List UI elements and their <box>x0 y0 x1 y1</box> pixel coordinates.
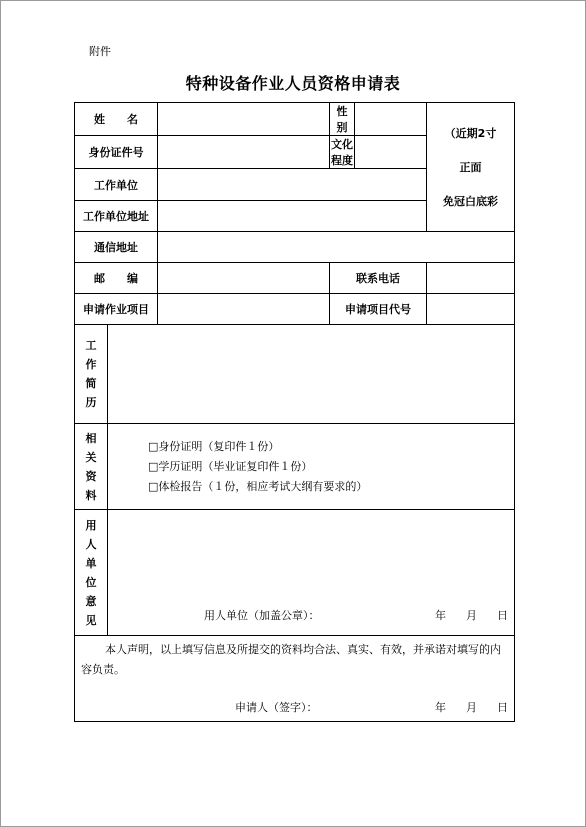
apply-item-label: 申请作业项目 <box>75 294 158 325</box>
work-history-char: 作 <box>85 358 97 371</box>
employer-label: 工作单位 <box>75 169 158 201</box>
date-day: 日 <box>497 609 508 622</box>
doc-item-id[interactable]: □身份证明（复印件１份） <box>148 439 280 453</box>
photo-line3: 免冠白底彩 <box>443 195 498 209</box>
employer-opinion-label <box>75 510 108 636</box>
photo-line2: 正面 <box>459 160 482 174</box>
name-value-cell[interactable] <box>158 103 330 136</box>
docs-label-char: 资 <box>85 469 97 483</box>
docs-label-char: 相 <box>85 431 97 445</box>
doc-item-health[interactable]: □体检报告（１份，相应考试大纲有要求的） <box>148 479 368 493</box>
declaration-text: 本人声明，以上填写信息及所提交的资料均合法、真实、有效，并承诺对填写的内容负责。 <box>81 643 501 676</box>
name-label: 姓 名 <box>75 103 158 136</box>
attachment-label: 附件 <box>89 45 111 58</box>
employer-opinion-char: 用 <box>85 518 97 532</box>
apply-item-value-cell[interactable] <box>158 294 330 325</box>
id-card-value-cell[interactable] <box>158 136 330 169</box>
education-value-cell[interactable] <box>355 136 427 169</box>
applicant-sign-label[interactable]: 申请人（签字）： <box>235 701 318 714</box>
work-history-char: 工 <box>85 339 97 352</box>
date-month: 月 <box>466 609 477 622</box>
date-year: 年 <box>435 609 446 622</box>
applicant-sign-date <box>435 699 508 715</box>
apply-code-label: 申请项目代号 <box>330 294 427 325</box>
photo-box[interactable] <box>427 103 515 232</box>
phone-value-cell[interactable] <box>427 263 515 294</box>
employer-sign-date <box>435 607 508 623</box>
application-form-table <box>74 102 515 722</box>
docs-label-char: 料 <box>85 488 97 502</box>
employer-opinion-cell[interactable] <box>108 510 515 636</box>
gender-label <box>330 103 370 136</box>
employer-address-label: 工作单位地址 <box>75 201 158 232</box>
docs-label <box>75 424 108 510</box>
apply-code-value-cell[interactable] <box>427 294 515 325</box>
form-title: 特种设备作业人员资格申请表 <box>185 74 401 93</box>
work-history-char: 历 <box>85 396 97 409</box>
applicant-sign-row <box>75 699 514 715</box>
gender-label-text: 性 别 <box>336 105 370 134</box>
photo-line1: （近期2寸 <box>444 126 497 140</box>
employer-opinion-char: 意 <box>85 594 97 608</box>
employer-opinion-char: 单 <box>85 556 97 570</box>
mail-address-label: 通信地址 <box>75 232 158 263</box>
declaration-cell <box>75 636 515 722</box>
employer-value-cell[interactable] <box>158 169 427 201</box>
employer-opinion-char: 人 <box>85 537 97 551</box>
employer-sign-label: 用人单位（加盖公章）： <box>204 609 320 622</box>
phone-label: 联系电话 <box>330 263 427 294</box>
doc-item-education[interactable]: □学历证明（毕业证复印件１份） <box>148 459 313 473</box>
postcode-label: 邮 编 <box>75 263 158 294</box>
docs-list <box>108 424 515 510</box>
employer-opinion-char: 见 <box>85 613 97 627</box>
date-month: 月 <box>466 701 477 714</box>
date-year: 年 <box>435 701 446 714</box>
work-history-label <box>75 325 108 424</box>
employer-sign-row <box>108 607 514 623</box>
employer-address-value-cell[interactable] <box>158 201 427 232</box>
date-day: 日 <box>497 701 508 714</box>
mail-address-value-cell[interactable] <box>158 232 515 263</box>
education-label: 文化程度 <box>330 136 355 169</box>
work-history-char: 简 <box>85 377 97 390</box>
postcode-value-cell[interactable] <box>158 263 330 294</box>
docs-label-char: 关 <box>85 450 97 464</box>
work-history-value-cell[interactable] <box>108 325 515 424</box>
id-card-label: 身份证件号 <box>75 136 158 169</box>
employer-opinion-char: 位 <box>85 575 97 589</box>
